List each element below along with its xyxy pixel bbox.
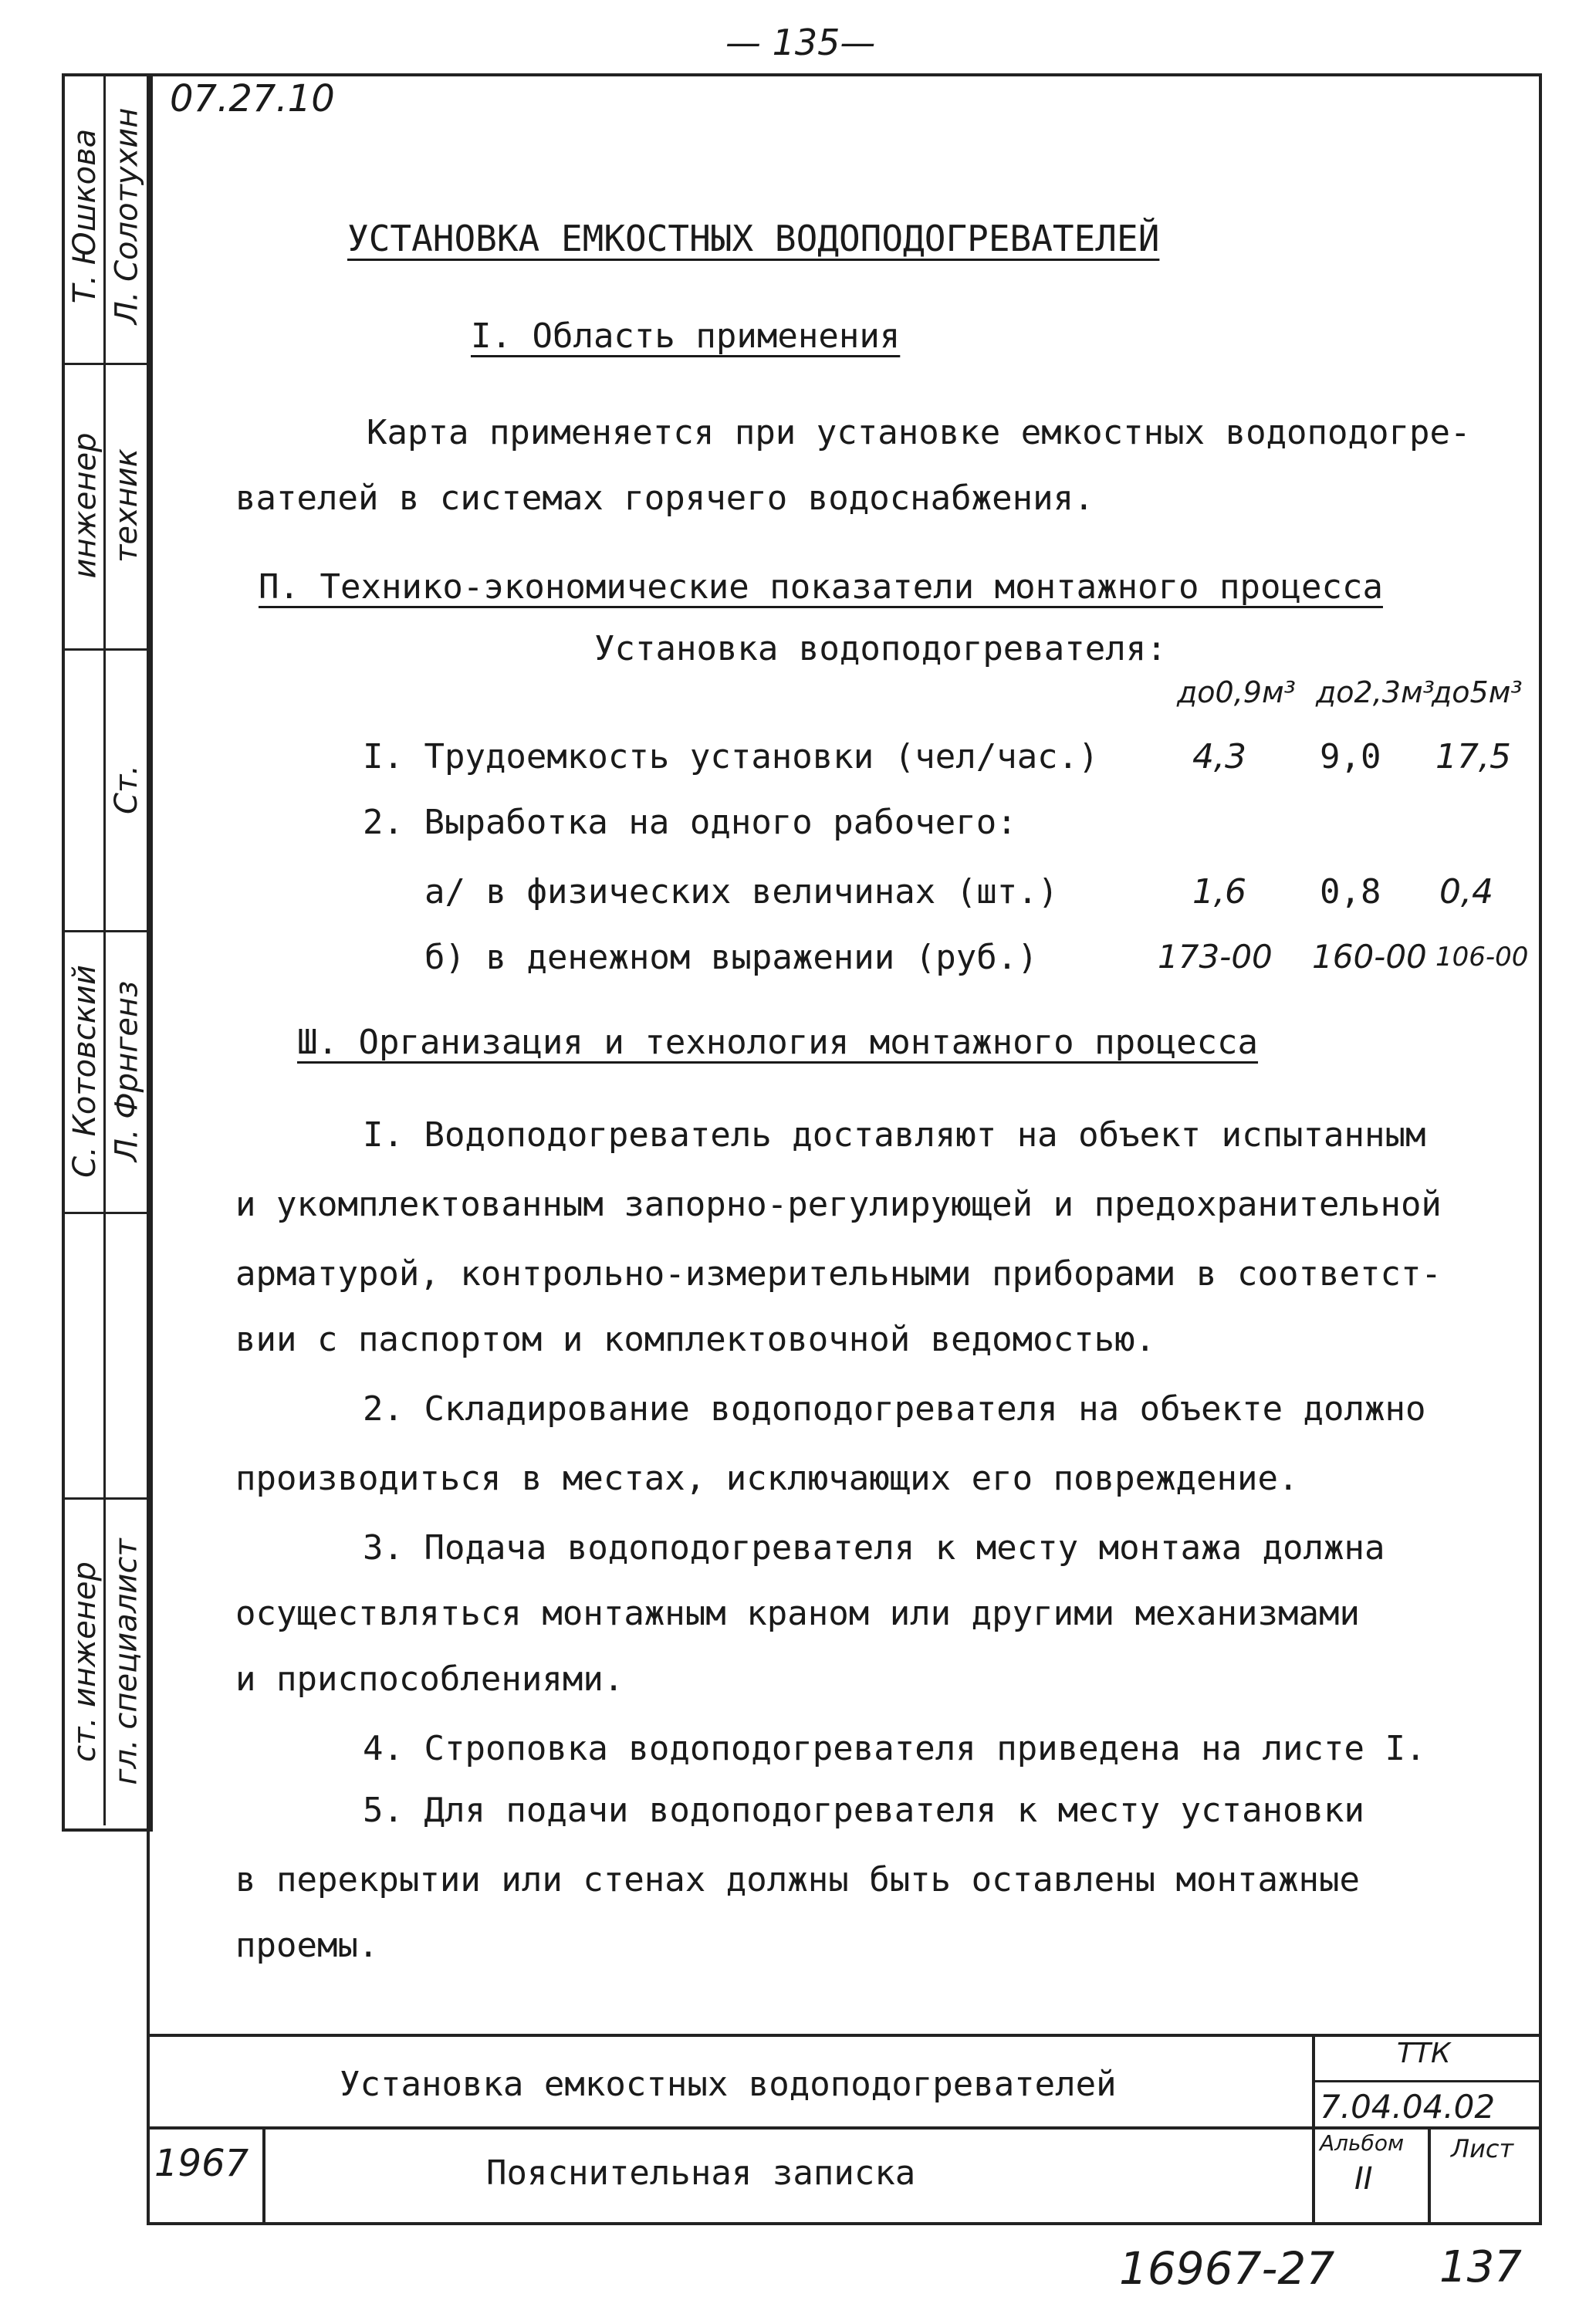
side-strip-divider <box>62 930 147 932</box>
stamp-year: 1967 <box>154 2142 249 2185</box>
stamp-code: 7.04.04.02 <box>1320 2088 1496 2126</box>
column-header: до5м³ <box>1432 675 1523 709</box>
indicator-value: 160-00 <box>1312 938 1427 976</box>
indicator-value: 106-00 <box>1435 942 1529 973</box>
side-strip-divider <box>103 73 106 1825</box>
column-header: до0,9м³ <box>1177 675 1296 709</box>
side-strip-divider <box>62 363 147 365</box>
stamp-mid-border <box>147 2126 1539 2129</box>
stamp-sheet-label: Лист <box>1451 2134 1514 2163</box>
body-line: 4. Строповка водоподогревателя приведена на листе I. <box>363 1729 1426 1768</box>
column-header: до2,3м³ <box>1316 675 1435 709</box>
body-line: осуществляться монтажным краном или другими механизмами <box>235 1594 1360 1633</box>
body-line: в перекрытии или стенах должны быть оставлены монтажные <box>235 1860 1360 1899</box>
indicator-label: б) в денежном выражении (руб.) <box>424 938 1038 977</box>
side-role: инженер <box>67 432 103 579</box>
stamp-subtitle: Пояснительная записка <box>486 2153 916 2193</box>
footer-page-number: 137 <box>1439 2242 1522 2292</box>
body-line: вии с паспортом и комплектовочной ведомостью. <box>235 1320 1156 1359</box>
body-line: арматурой, контрольно-измерительными приборами в соответст- <box>235 1254 1442 1294</box>
body-line: и укомплектованным запорно-регулирующей и предохранительной <box>235 1185 1442 1224</box>
side-strip-divider <box>62 1497 147 1500</box>
indicator-value: 1,6 <box>1192 872 1246 912</box>
side-role: гл. специалист <box>109 1537 145 1785</box>
stamp-ttk: ТТК <box>1397 2038 1451 2069</box>
page-title: УСТАНОВКА ЕМКОСТНЫХ ВОДОПОДОГРЕВАТЕЛЕЙ <box>347 218 1160 259</box>
section-1-text: вателей в системах горячего водоснабжения. <box>235 479 1094 518</box>
indicator-value: 17,5 <box>1435 737 1511 776</box>
stamp-title: Установка емкостных водоподогревателей <box>340 2065 1117 2104</box>
side-strip-divider <box>62 1212 147 1214</box>
side-strip-divider <box>62 648 147 651</box>
indicator-value: 0,4 <box>1439 872 1493 912</box>
body-line: и приспособлениями. <box>235 1659 624 1699</box>
stamp-album-label: Альбом <box>1320 2130 1405 2156</box>
body-line: производиться в местах, исключающих его повреждение. <box>235 1459 1299 1498</box>
indicator-label: а/ в физических величинах (шт.) <box>424 872 1059 912</box>
body-line: проемы. <box>235 1926 379 1965</box>
stamp-divider <box>1312 2080 1539 2082</box>
body-line: 3. Подача водоподогревателя к месту монтажа должна <box>363 1528 1385 1568</box>
side-signature: Л. Солотухин <box>109 107 144 325</box>
indicator-value: 173-00 <box>1158 938 1273 976</box>
side-signature: С. Котовский <box>67 964 103 1178</box>
doc-code-top: 07.27.10 <box>170 77 335 120</box>
stamp-divider <box>1312 2034 1315 2222</box>
indicator-value: 0,8 <box>1320 872 1381 912</box>
indicator-label: I. Трудоемкость установки (чел/час.) <box>363 737 1099 776</box>
body-line: I. Водоподогреватель доставляют на объект испытанным <box>363 1115 1426 1155</box>
body-line: 2. Складирование водоподогревателя на объекте должно <box>363 1389 1426 1429</box>
section-1-text: Карта применяется при установке емкостных водоподогре- <box>367 413 1471 452</box>
section-3-title: Ш. Организация и технология монтажного процесса <box>297 1023 1259 1062</box>
side-signature: Т. Юшкова <box>67 128 103 304</box>
side-role: ст. инженер <box>67 1561 103 1762</box>
stamp-album-value: II <box>1354 2161 1373 2197</box>
archive-number: 16967-27 <box>1119 2242 1335 2295</box>
section-1-title: I. Область применения <box>471 316 901 356</box>
stamp-top-border <box>147 2034 1539 2037</box>
indicator-value: 9,0 <box>1320 737 1381 776</box>
section-2-title: П. Технико-экономические показатели монтажного процесса <box>259 567 1383 607</box>
stamp-divider <box>262 2126 265 2222</box>
indicator-value: 4,3 <box>1192 737 1246 776</box>
page-number: — 135— <box>725 22 876 63</box>
stamp-divider <box>1428 2126 1431 2222</box>
indicator-label: 2. Выработка на одного рабочего: <box>363 803 1017 842</box>
side-signature: Л. Фрнгенз <box>109 980 144 1162</box>
side-role: техник <box>109 448 145 563</box>
indicators-subheading: Установка водоподогревателя: <box>594 629 1167 668</box>
body-line: 5. Для подачи водоподогревателя к месту установки <box>363 1791 1365 1830</box>
side-role: Ст. <box>109 764 145 814</box>
